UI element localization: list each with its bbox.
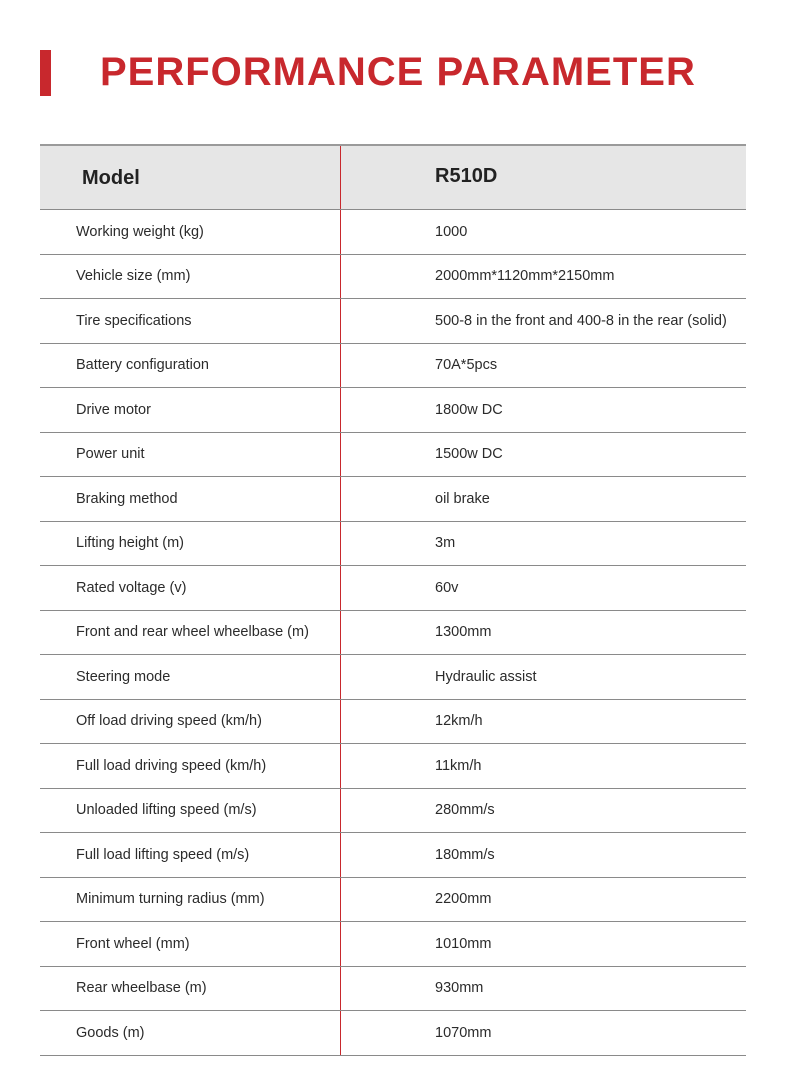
row-label: Full load driving speed (km/h)	[40, 744, 341, 788]
row-value: 930mm	[435, 980, 484, 997]
table-row	[40, 922, 746, 967]
row-label: Unloaded lifting speed (m/s)	[40, 789, 341, 833]
row-label: Front and rear wheel wheelbase (m)	[40, 611, 341, 655]
header-value: R510D	[435, 165, 498, 187]
header-label: Model	[40, 146, 341, 209]
row-label: Rear wheelbase (m)	[40, 967, 341, 1011]
table-row	[40, 700, 746, 745]
row-value: 500-8 in the front and 400-8 in the rear (solid)	[435, 312, 727, 329]
row-label: Tire specifications	[40, 299, 341, 343]
row-label: Drive motor	[40, 388, 341, 432]
table-row	[40, 477, 746, 522]
table-row	[40, 655, 746, 700]
table-row	[40, 833, 746, 878]
row-label: Steering mode	[40, 655, 341, 699]
row-label: Working weight (kg)	[40, 210, 341, 254]
row-value: Hydraulic assist	[435, 668, 537, 685]
table-body	[40, 210, 746, 1056]
table-row	[40, 967, 746, 1012]
row-value: 1000	[435, 223, 468, 240]
table-row	[40, 433, 746, 478]
row-label: Minimum turning radius (mm)	[40, 878, 341, 922]
row-label: Front wheel (mm)	[40, 922, 341, 966]
table-row	[40, 611, 746, 656]
row-label: Goods (m)	[40, 1011, 341, 1055]
row-value: 1800w DC	[435, 401, 503, 418]
row-value: 1300mm	[435, 624, 492, 641]
row-label: Vehicle size (mm)	[40, 255, 341, 299]
row-value: 11km/h	[435, 757, 482, 774]
table-row	[40, 744, 746, 789]
row-label: Off load driving speed (km/h)	[40, 700, 341, 744]
table-row	[40, 388, 746, 433]
row-value: 2200mm	[435, 891, 492, 908]
row-value: 1070mm	[435, 1024, 492, 1041]
table-row	[40, 210, 746, 255]
row-value: 1500w DC	[435, 446, 503, 463]
row-label: Lifting height (m)	[40, 522, 341, 566]
row-value: 2000mm*1120mm*2150mm	[435, 268, 615, 285]
row-label: Power unit	[40, 433, 341, 477]
row-value: 60v	[435, 579, 459, 596]
table-row	[40, 255, 746, 300]
page-title: PERFORMANCE PARAMETER	[100, 50, 696, 94]
row-value: 280mm/s	[435, 802, 495, 819]
table-row	[40, 1011, 746, 1056]
row-label: Full load lifting speed (m/s)	[40, 833, 341, 877]
row-value: 3m	[435, 535, 456, 552]
row-label: Braking method	[40, 477, 341, 521]
row-value: oil brake	[435, 490, 490, 507]
table-row	[40, 789, 746, 834]
table-row	[40, 344, 746, 389]
table-header-row	[40, 146, 746, 210]
table-row	[40, 878, 746, 923]
row-value: 70A*5pcs	[435, 357, 498, 374]
row-value: 1010mm	[435, 935, 492, 952]
table-row	[40, 522, 746, 567]
table-row	[40, 566, 746, 611]
row-label: Battery configuration	[40, 344, 341, 388]
spec-table	[40, 144, 746, 1056]
table-row	[40, 299, 746, 344]
row-value: 180mm/s	[435, 846, 495, 863]
row-value: 12km/h	[435, 713, 483, 730]
row-label: Rated voltage (v)	[40, 566, 341, 610]
title-accent-bar	[40, 50, 51, 96]
